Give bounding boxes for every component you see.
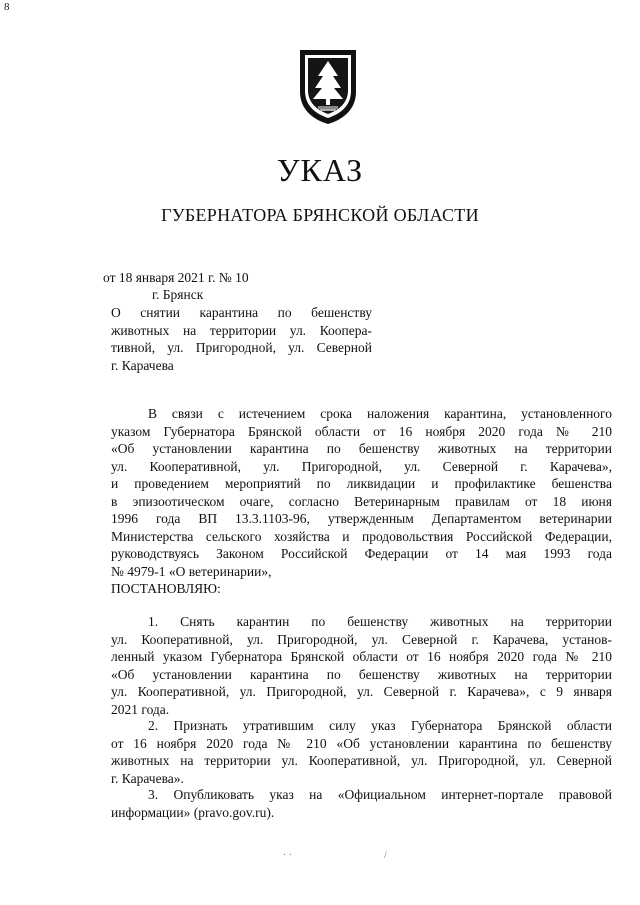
body-line: 2. Признать утратившим силу указ Губернатора Брянской области [148, 718, 612, 733]
scan-mark: / [384, 850, 387, 861]
body-line: «Об установлении карантина по бешенству животных на территории [111, 666, 612, 682]
document-title: УКАЗ [276, 152, 364, 188]
preamble-paragraph [111, 405, 612, 580]
scan-mark: · · [283, 850, 293, 861]
document-subject [111, 304, 372, 374]
body-line: от 16 ноября 2020 года № 210 «Об установлении карантина по бешенству [111, 735, 612, 751]
date-and-number: от 18 января 2021 г. № 10 [103, 270, 249, 285]
city: г. Брянск [152, 287, 204, 302]
body-line: ул. Кооперативной, ул. Пригородной, ул. Северной г. Карачева», [111, 458, 612, 474]
issuer-title: ГУБЕРНАТОРА БРЯНСКОЙ ОБЛАСТИ [161, 205, 479, 225]
bryansk-coat-of-arms-icon [296, 46, 360, 126]
body-line: информации» (pravo.gov.ru). [111, 804, 275, 820]
subject-line: тивной, ул. Пригородной, ул. Северной [111, 340, 372, 355]
body-line: В связи с истечением срока наложения карантина, установленного [148, 406, 612, 421]
decree-item-3 [111, 786, 612, 821]
body-line: ленный указом Губернатора Брянской области от 16 ноября 2020 года № 210 [111, 649, 612, 664]
body-line: г. Карачева». [111, 770, 184, 786]
body-line: ул. Кооперативной, ул. Пригородной, ул. Северной г. Карачева», с 9 января [111, 684, 612, 699]
body-line: № 4979-1 «О ветеринарии», [111, 563, 272, 579]
subject-line: животных на территории ул. Коопера- [111, 322, 372, 338]
body-line: «Об установлении карантина по бешенству животных на территории [111, 441, 612, 456]
body-line: ул. Кооперативной, ул. Пригородной, ул. Северной г. Карачева, установ- [111, 631, 612, 647]
body-line: Министерства сельского хозяйства и продовольствия Российской Федерации, [111, 528, 612, 544]
decree-heading [111, 580, 612, 598]
body-line: 1. Снять карантин по бешенству животных на территории [148, 614, 612, 629]
body-line: в эпизоотическом очаге, согласно Ветеринарным правилам от 18 июня [111, 493, 612, 509]
corner-mark: 8 [4, 1, 10, 13]
body-line: животных на территории ул. Кооперативной, ул. Пригородной, ул. Северной [111, 753, 612, 768]
body-line: 2021 года. [111, 701, 170, 717]
body-line: 3. Опубликовать указ на «Официальном интернет-портале правовой [148, 787, 612, 802]
decree-item-1 [111, 613, 612, 718]
subject-line: О снятии карантина по бешенству [111, 305, 372, 320]
body-line: указом Губернатора Брянской области от 16 ноября 2020 года № 210 [111, 423, 612, 439]
decree-item-2 [111, 717, 612, 787]
body-line: и проведением мероприятий по ликвидации и профилактике бешенства [111, 476, 612, 491]
decree-word: ПОСТАНОВЛЯЮ: [111, 581, 221, 596]
body-line: руководствуясь Законом Российской Федерации от 14 мая 1993 года [111, 546, 612, 561]
body-line: 1996 года ВП 13.3.1103-96, утвержденным Департаментом ветеринарии [111, 511, 612, 526]
subject-line: г. Карачева [111, 357, 174, 373]
